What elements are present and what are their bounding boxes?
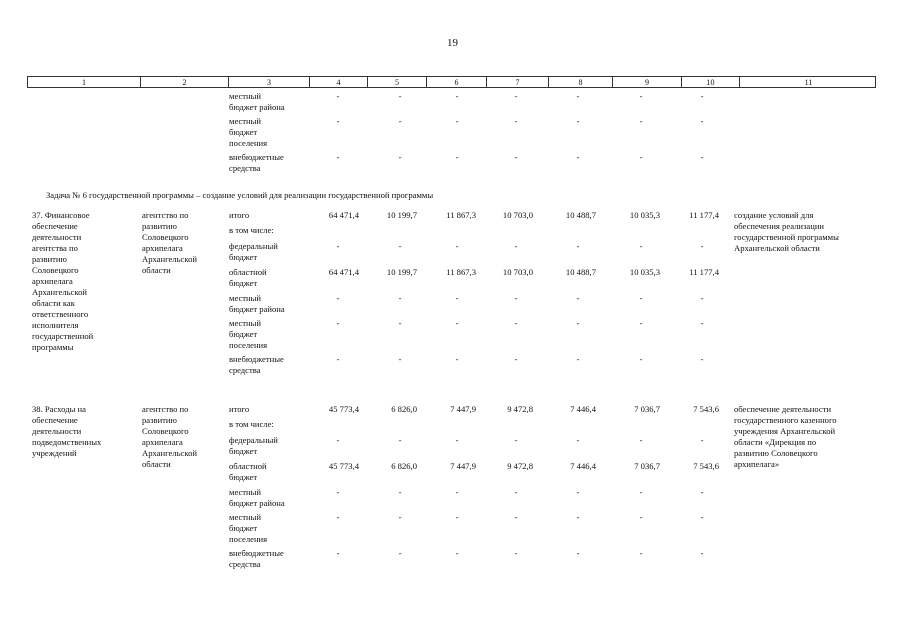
value-cell: -	[639, 241, 643, 251]
item-name: ответственного	[32, 309, 89, 319]
row-label: итого	[229, 404, 250, 414]
value-cell: -	[514, 318, 518, 328]
expected-result: создание условий для	[734, 210, 814, 220]
value-cell: 9 472,8	[507, 404, 533, 414]
value-cell: -	[576, 152, 580, 162]
value-cell: -	[398, 435, 402, 445]
value-cell: -	[700, 435, 704, 445]
item-name: программы	[32, 342, 74, 352]
item-name: области как	[32, 298, 75, 308]
value-cell: -	[639, 91, 643, 101]
value-cell: -	[336, 293, 340, 303]
expected-result: государственного казенного	[734, 415, 837, 425]
value-cell: 7 447,9	[450, 461, 476, 471]
page-number: 19	[447, 37, 458, 49]
row-label: местный	[229, 512, 262, 522]
value-cell: 10 703,0	[502, 210, 533, 220]
value-cell: -	[398, 241, 402, 251]
item-name: подведомственных	[32, 437, 102, 447]
header-col-9: 9	[613, 77, 682, 88]
value-cell: -	[398, 512, 402, 522]
value-cell: -	[639, 318, 643, 328]
item-name: 38. Расходы на	[32, 404, 86, 414]
value-cell: -	[700, 116, 704, 126]
row-label: бюджет района	[229, 304, 285, 314]
value-cell: -	[455, 116, 459, 126]
value-cell: -	[514, 152, 518, 162]
value-cell: 7 543,6	[693, 404, 719, 414]
value-cell: 10 488,7	[565, 267, 596, 277]
header-col-6: 6	[427, 77, 487, 88]
value-cell: 10 199,7	[386, 210, 417, 220]
value-cell: -	[639, 435, 643, 445]
value-cell: -	[336, 512, 340, 522]
item-name: деятельности	[32, 426, 82, 436]
value-cell: 7 446,4	[570, 404, 596, 414]
row-label: бюджет района	[229, 498, 285, 508]
expected-result: области «Дирекция по	[734, 437, 817, 447]
value-cell: -	[576, 116, 580, 126]
value-cell: 6 826,0	[391, 404, 417, 414]
value-cell: -	[398, 152, 402, 162]
value-cell: 10 035,3	[629, 210, 660, 220]
value-cell: -	[336, 435, 340, 445]
header-col-11: 11	[804, 78, 813, 87]
row-label: бюджет	[229, 252, 258, 262]
value-cell: -	[700, 91, 704, 101]
value-cell: -	[398, 91, 402, 101]
value-cell: 45 773,4	[328, 404, 359, 414]
value-cell: -	[398, 487, 402, 497]
value-cell: -	[700, 152, 704, 162]
value-cell: -	[514, 435, 518, 445]
value-cell: -	[455, 487, 459, 497]
row-label: федеральный	[229, 241, 278, 251]
row-label: федеральный	[229, 435, 278, 445]
expected-result: развитию Соловецкого	[734, 448, 818, 458]
item-name: Архангельской	[32, 287, 87, 297]
value-cell: -	[639, 152, 643, 162]
item-name: Соловецкого	[32, 265, 79, 275]
value-cell: -	[639, 116, 643, 126]
value-cell: -	[639, 354, 643, 364]
item-name: исполнителя	[32, 320, 79, 330]
value-cell: -	[455, 241, 459, 251]
value-cell: -	[336, 91, 340, 101]
row-label: внебюджетные	[229, 354, 284, 364]
row-label: местный	[229, 116, 262, 126]
header-col-2: 2	[141, 77, 229, 88]
expected-result: государственной программы	[734, 232, 839, 242]
row-label: местный	[229, 91, 262, 101]
value-cell: -	[514, 293, 518, 303]
value-cell: 11 177,4	[689, 267, 719, 277]
header-col-5: 5	[368, 77, 427, 88]
item-name: обеспечение	[32, 221, 78, 231]
value-cell: -	[336, 487, 340, 497]
item-name: развитию	[32, 254, 67, 264]
value-cell: -	[455, 512, 459, 522]
value-cell: 10 035,3	[629, 267, 660, 277]
row-label: бюджет	[229, 523, 258, 533]
value-cell: -	[336, 318, 340, 328]
value-cell: 45 773,4	[328, 461, 359, 471]
responsible-org: Архангельской	[142, 254, 197, 264]
value-cell: -	[576, 354, 580, 364]
expected-result: Архангельской области	[734, 243, 820, 253]
value-cell: -	[576, 293, 580, 303]
value-cell: -	[514, 116, 518, 126]
value-cell: -	[336, 241, 340, 251]
value-cell: -	[700, 318, 704, 328]
responsible-org: развитию	[142, 415, 177, 425]
item-name: обеспечение	[32, 415, 78, 425]
value-cell: 7 036,7	[634, 404, 660, 414]
row-label: средства	[229, 163, 261, 173]
row-label: итого	[229, 210, 250, 220]
value-cell: 7 036,7	[634, 461, 660, 471]
row-label: бюджет района	[229, 102, 285, 112]
row-label: бюджет	[229, 329, 258, 339]
value-cell: -	[700, 548, 704, 558]
value-cell: -	[514, 512, 518, 522]
item-name: агентства по	[32, 243, 78, 253]
row-label: в том числе:	[229, 225, 274, 235]
value-cell: -	[336, 354, 340, 364]
value-cell: 7 543,6	[693, 461, 719, 471]
responsible-org: Соловецкого	[142, 232, 189, 242]
responsible-org: агентство по	[142, 404, 189, 414]
value-cell: -	[639, 293, 643, 303]
row-label: областной	[229, 267, 267, 277]
row-label: местный	[229, 487, 262, 497]
value-cell: -	[639, 548, 643, 558]
value-cell: -	[576, 512, 580, 522]
value-cell: -	[455, 293, 459, 303]
value-cell: -	[700, 487, 704, 497]
row-label: средства	[229, 559, 261, 569]
value-cell: -	[514, 91, 518, 101]
responsible-org: агентство по	[142, 210, 189, 220]
value-cell: -	[455, 91, 459, 101]
row-label: в том числе:	[229, 419, 274, 429]
value-cell: -	[455, 548, 459, 558]
header-col-1: 1	[28, 77, 141, 88]
row-label: местный	[229, 318, 262, 328]
value-cell: -	[455, 318, 459, 328]
responsible-org: развитию	[142, 221, 177, 231]
value-cell: 64 471,4	[328, 267, 359, 277]
value-cell: -	[576, 548, 580, 558]
value-cell: -	[398, 354, 402, 364]
header-col-7: 7	[487, 77, 549, 88]
row-label: поселения	[229, 534, 268, 544]
value-cell: -	[576, 91, 580, 101]
value-cell: 7 446,4	[570, 461, 596, 471]
value-cell: -	[576, 435, 580, 445]
value-cell: -	[700, 512, 704, 522]
value-cell: 11 867,3	[446, 210, 476, 220]
value-cell: -	[455, 435, 459, 445]
value-cell: -	[514, 241, 518, 251]
expected-result: архипелага»	[734, 459, 780, 469]
value-cell: -	[514, 354, 518, 364]
item-name: государственной	[32, 331, 94, 341]
value-cell: -	[576, 318, 580, 328]
row-label: бюджет	[229, 472, 258, 482]
value-cell: -	[398, 293, 402, 303]
value-cell: -	[700, 293, 704, 303]
row-label: бюджет	[229, 446, 258, 456]
value-cell: -	[700, 241, 704, 251]
responsible-org: области	[142, 265, 171, 275]
table-header-row	[27, 76, 876, 88]
expected-result: учреждения Архангельской	[734, 426, 836, 436]
responsible-org: области	[142, 459, 171, 469]
value-cell: 64 471,4	[328, 210, 359, 220]
row-label: внебюджетные	[229, 152, 284, 162]
expected-result: обеспечение деятельности	[734, 404, 832, 414]
value-cell: 11 177,4	[689, 210, 719, 220]
row-label: областной	[229, 461, 267, 471]
item-name: деятельности	[32, 232, 82, 242]
value-cell: 9 472,8	[507, 461, 533, 471]
row-label: бюджет	[229, 127, 258, 137]
value-cell: -	[514, 548, 518, 558]
value-cell: -	[336, 548, 340, 558]
item-name: 37. Финансовое	[32, 210, 90, 220]
header-col-4: 4	[310, 77, 368, 88]
value-cell: -	[336, 116, 340, 126]
expected-result: обеспечения реализации	[734, 221, 825, 231]
value-cell: 11 867,3	[446, 267, 476, 277]
value-cell: -	[398, 548, 402, 558]
value-cell: -	[398, 318, 402, 328]
value-cell: 10 703,0	[502, 267, 533, 277]
value-cell: 6 826,0	[391, 461, 417, 471]
row-label: поселения	[229, 138, 268, 148]
value-cell: -	[639, 487, 643, 497]
value-cell: 10 199,7	[386, 267, 417, 277]
value-cell: -	[336, 152, 340, 162]
row-label: внебюджетные	[229, 548, 284, 558]
value-cell: -	[398, 116, 402, 126]
value-cell: -	[639, 512, 643, 522]
task-heading: Задача № 6 государственной программы – создание условий для реализации государственной программы	[46, 190, 434, 200]
row-label: местный	[229, 293, 262, 303]
value-cell: 10 488,7	[565, 210, 596, 220]
value-cell: -	[455, 152, 459, 162]
responsible-org: Соловецкого	[142, 426, 189, 436]
header-col-3: 3	[229, 77, 310, 88]
value-cell: -	[700, 354, 704, 364]
row-label: бюджет	[229, 278, 258, 288]
row-label: поселения	[229, 340, 268, 350]
value-cell: -	[576, 487, 580, 497]
header-col-10: 10	[682, 77, 740, 88]
item-name: учреждений	[32, 448, 77, 458]
header-col-8: 8	[549, 77, 613, 88]
responsible-org: Архангельской	[142, 448, 197, 458]
value-cell: -	[576, 241, 580, 251]
responsible-org: архипелага	[142, 243, 183, 253]
item-name: архипелага	[32, 276, 73, 286]
value-cell: 7 447,9	[450, 404, 476, 414]
value-cell: -	[514, 487, 518, 497]
responsible-org: архипелага	[142, 437, 183, 447]
row-label: средства	[229, 365, 261, 375]
value-cell: -	[455, 354, 459, 364]
